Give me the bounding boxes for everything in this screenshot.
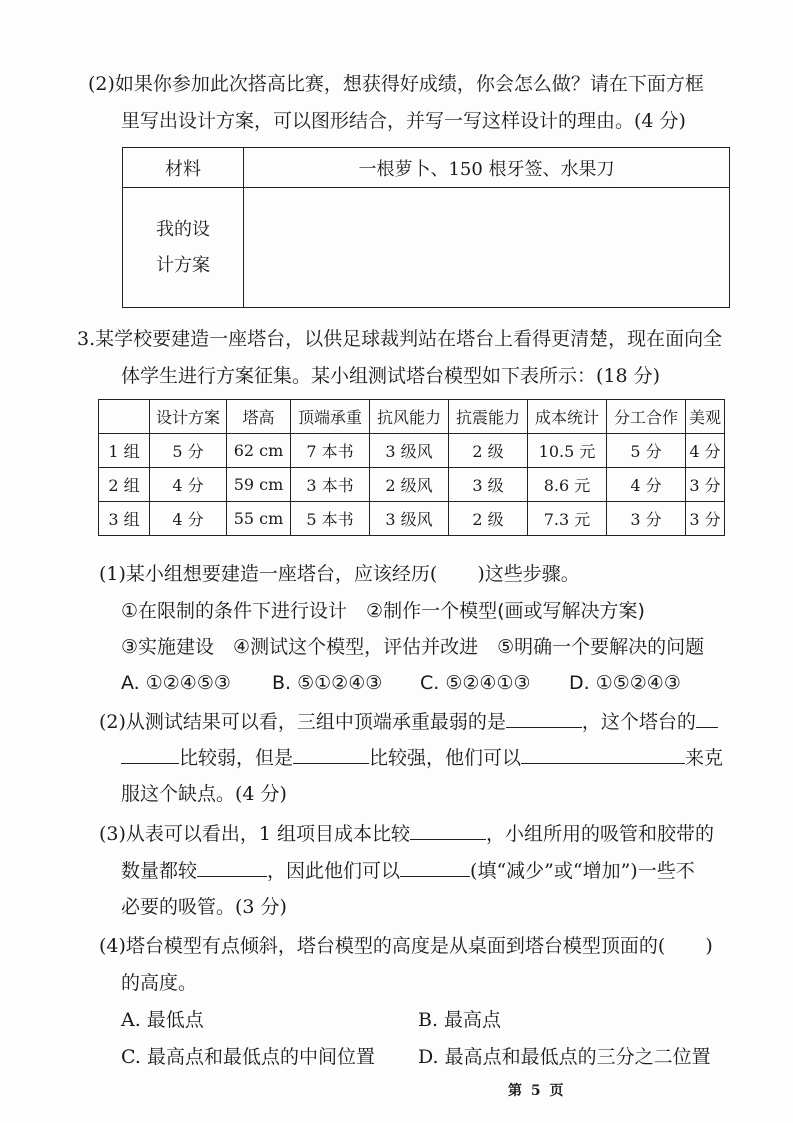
sub1-option-b[interactable]: B. ⑤①②④③ — [272, 672, 383, 694]
sub4-text-b: ) — [705, 935, 713, 957]
sub3-blank-1[interactable] — [410, 819, 486, 840]
sub1-stem — [99, 560, 580, 588]
header-cell: 抗震能力 — [449, 400, 528, 434]
table-cell: 7 本书 — [291, 434, 370, 468]
table-cell: 3 分 — [607, 502, 686, 536]
table-row — [99, 468, 725, 502]
sub3-line-1 — [99, 819, 714, 848]
table-cell: 3 级 — [449, 468, 528, 502]
table-cell: 2 级 — [449, 434, 528, 468]
table-cell: 5 本书 — [291, 502, 370, 536]
table-cell: 3 分 — [686, 468, 725, 502]
sub2-line-1 — [99, 707, 718, 736]
sub3-blank-2[interactable] — [197, 856, 267, 877]
sub4-text-a: (4)塔台模型有点倾斜，塔台模型的高度是从桌面到塔台模型顶面的( — [99, 935, 666, 957]
sub4-line-1 — [99, 932, 713, 960]
table-cell: 3 组 — [99, 502, 150, 536]
sub1-steps-line-2: ③实施建设 ④测试这个模型，评估并改进 ⑤明确一个要解决的问题 — [121, 636, 705, 658]
sub2-blank-4[interactable] — [521, 743, 685, 764]
sub2-blank-2-end[interactable] — [121, 743, 179, 764]
header-cell: 顶端承重 — [291, 400, 370, 434]
q3-line-2: 体学生进行方案征集。某小组测试塔台模型如下表所示：(18 分) — [121, 365, 661, 387]
sub2-blank-3[interactable] — [293, 743, 369, 764]
plan-label-line-1: 我的设 — [156, 218, 210, 240]
table-row — [99, 434, 725, 468]
table-cell: 1 组 — [99, 434, 150, 468]
table-cell: 8.6 元 — [528, 468, 607, 502]
table-cell: 4 分 — [150, 502, 227, 536]
sub3-text-b: ，小组所用的吸管和胶带的 — [486, 823, 715, 845]
table-cell: 3 级风 — [370, 434, 449, 468]
header-cell: 设计方案 — [150, 400, 227, 434]
sub1-option-c[interactable]: C. ⑤②④①③ — [420, 672, 531, 694]
q3-line-1: 3.某学校要建造一座塔台，以供足球裁判站在塔台上看得更清楚，现在面向全 — [77, 328, 723, 350]
q2-line-1: (2)如果你参加此次搭高比赛，想获得好成绩，你会怎么做？请在下面方框 — [88, 73, 704, 95]
sub3-text-d: ，因此他们可以 — [267, 860, 401, 882]
table-cell: 3 本书 — [291, 468, 370, 502]
q2-line-2: 里写出设计方案，可以图形结合，并写一写这样设计的理由。(4 分) — [121, 110, 686, 132]
header-cell: 抗风能力 — [370, 400, 449, 434]
score-table — [98, 399, 725, 536]
sub3-line-3: 必要的吸管。(3 分) — [121, 896, 287, 918]
sub3-text-c: 数量都较 — [121, 860, 198, 882]
sub4-option-a[interactable]: A. 最低点 — [121, 1009, 204, 1031]
table-cell: 55 cm — [227, 502, 291, 536]
design-table — [122, 147, 730, 308]
sub2-line-3: 服这个缺点。(4 分) — [121, 783, 287, 805]
sub4-option-d[interactable]: D. 最高点和最低点的三分之二位置 — [418, 1046, 711, 1068]
table-row — [99, 502, 725, 536]
sub3-blank-3[interactable] — [400, 856, 470, 877]
sub3-text-e: (填“减少”或“增加”)一些不 — [470, 860, 695, 882]
table-cell: 3 级风 — [370, 502, 449, 536]
table-cell: 4 分 — [607, 468, 686, 502]
sub1-stem-b: )这些步骤。 — [477, 563, 580, 585]
table-cell: 4 分 — [686, 434, 725, 468]
sub1-stem-a: (1)某小组想要建造一座塔台，应该经历( — [99, 563, 438, 585]
sub4-option-c[interactable]: C. 最高点和最低点的中间位置 — [121, 1046, 375, 1068]
header-cell: 美观 — [686, 400, 725, 434]
plan-label-line-2: 计方案 — [156, 254, 210, 276]
material-label: 材料 — [123, 148, 244, 188]
sub3-text-a: (3)从表可以看出，1 组项目成本比较 — [99, 823, 411, 845]
sub1-option-d[interactable]: D. ①⑤②④③ — [569, 672, 681, 694]
header-cell: 分工合作 — [607, 400, 686, 434]
sub2-text-b: ，这个塔台的 — [581, 711, 696, 733]
sub2-text-c: 比较弱，但是 — [179, 747, 294, 769]
material-value: 一根萝卜、150 根牙签、水果刀 — [244, 148, 730, 188]
sub4-line-2: 的高度。 — [121, 972, 198, 994]
header-cell — [99, 400, 150, 434]
plan-answer-box[interactable] — [244, 188, 730, 308]
header-cell: 塔高 — [227, 400, 291, 434]
table-cell: 62 cm — [227, 434, 291, 468]
table-cell: 7.3 元 — [528, 502, 607, 536]
table-cell: 2 级风 — [370, 468, 449, 502]
page-number: 第 5 页 — [508, 1083, 566, 1099]
sub2-text-a: (2)从测试结果可以看，三组中顶端承重最弱的是 — [99, 711, 506, 733]
table-cell: 2 级 — [449, 502, 528, 536]
sub2-text-d: 比较强，他们可以 — [369, 747, 522, 769]
plan-label — [123, 188, 244, 308]
sub1-option-a[interactable]: A. ①②④⑤③ — [121, 672, 231, 694]
sub2-text-e: 来克 — [685, 747, 724, 769]
table-cell: 10.5 元 — [528, 434, 607, 468]
sub2-line-2 — [121, 743, 723, 772]
table-cell: 59 cm — [227, 468, 291, 502]
sub3-line-2 — [121, 856, 695, 885]
sub1-steps-line-1: ①在限制的条件下进行设计 ②制作一个模型(画或写解决方案) — [121, 600, 645, 622]
table-cell: 5 分 — [607, 434, 686, 468]
table-cell: 4 分 — [150, 468, 227, 502]
table-header-row — [99, 400, 725, 434]
sub2-blank-2-start[interactable] — [696, 707, 718, 728]
table-cell: 2 组 — [99, 468, 150, 502]
sub4-option-b[interactable]: B. 最高点 — [418, 1009, 502, 1031]
table-cell: 3 分 — [686, 502, 725, 536]
sub2-blank-1[interactable] — [506, 707, 582, 728]
table-cell: 5 分 — [150, 434, 227, 468]
header-cell: 成本统计 — [528, 400, 607, 434]
